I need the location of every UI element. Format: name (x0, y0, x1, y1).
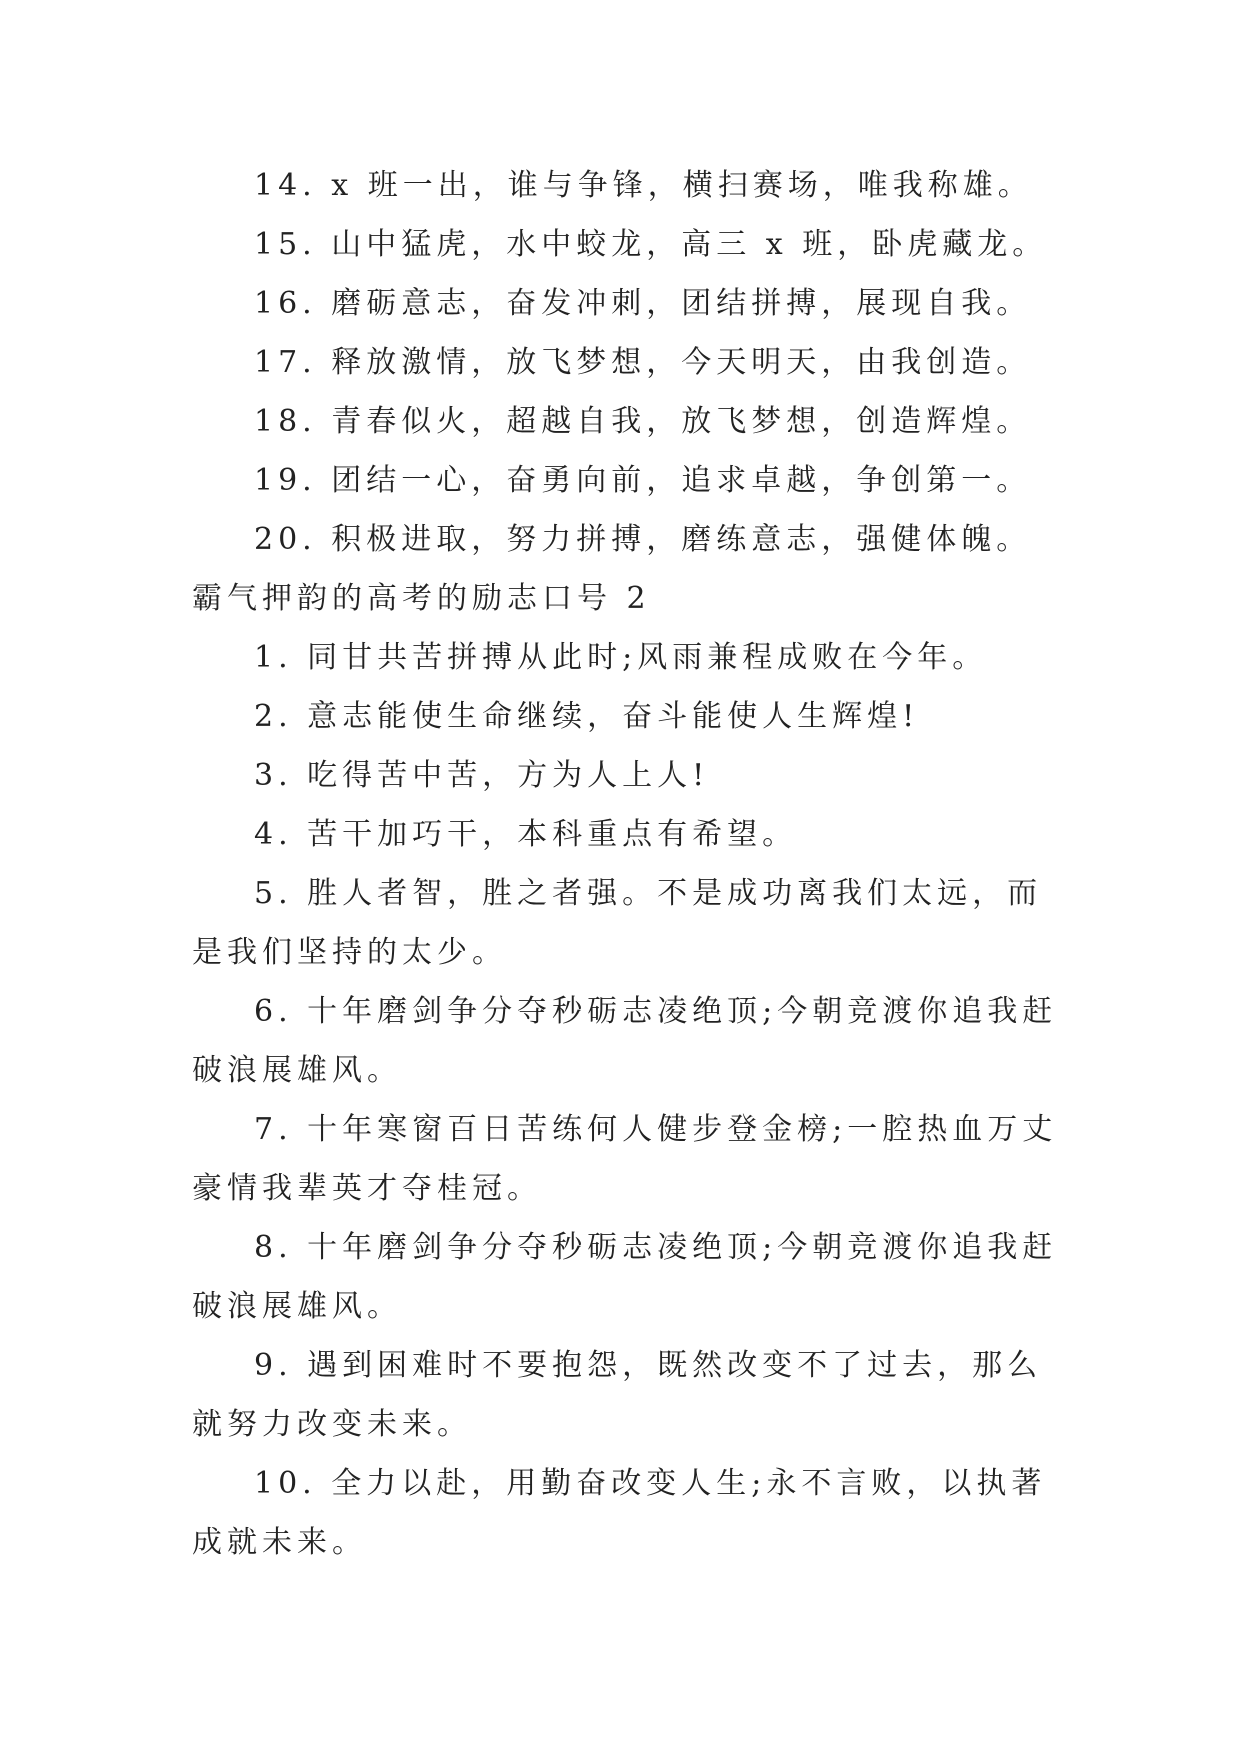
list-item: 3. 吃得苦中苦，方为人上人! (254, 758, 710, 793)
list-item: 18. 青春似火，超越自我，放飞梦想，创造辉煌。 (254, 404, 1032, 439)
list-item: 8. 十年磨剑争分夺秒砺志凌绝顶;今朝竞渡你追我赶破浪展雄风。 (192, 1230, 1058, 1324)
list-item: 10. 全力以赴，用勤奋改变人生;永不言败，以执著成就未来。 (192, 1466, 1047, 1560)
list-item: 20. 积极进取，努力拼搏，磨练意志，强健体魄。 (254, 522, 1032, 557)
document-body (192, 156, 1062, 1572)
section-title: 霸气押韵的高考的励志口号 2 (192, 581, 651, 616)
list-item: 17. 释放激情，放飞梦想，今天明天，由我创造。 (254, 345, 1032, 380)
list-item: 6. 十年磨剑争分夺秒砺志凌绝顶;今朝竞渡你追我赶破浪展雄风。 (192, 994, 1058, 1088)
list-item: 19. 团结一心，奋勇向前，追求卓越，争创第一。 (254, 463, 1032, 498)
list-item: 5. 胜人者智，胜之者强。不是成功离我们太远，而是我们坚持的太少。 (192, 876, 1043, 970)
list-item: 2. 意志能使生命继续，奋斗能使人生辉煌! (254, 699, 920, 734)
list-item: 1. 同甘共苦拼搏从此时;风雨兼程成败在今年。 (254, 640, 988, 675)
list-item: 14. x 班一出，谁与争锋，横扫赛场，唯我称雄。 (254, 168, 1033, 203)
list-item: 7. 十年寒窗百日苦练何人健步登金榜;一腔热血万丈豪情我辈英才夺桂冠。 (192, 1112, 1058, 1206)
list-item: 9. 遇到困难时不要抱怨，既然改变不了过去，那么就努力改变未来。 (192, 1348, 1043, 1442)
list-item: 16. 磨砺意志，奋发冲刺，团结拼搏，展现自我。 (254, 286, 1032, 321)
list-item: 15. 山中猛虎，水中蛟龙，高三 x 班，卧虎藏龙。 (254, 227, 1048, 262)
list-item: 4. 苦干加巧干，本科重点有希望。 (254, 817, 798, 852)
